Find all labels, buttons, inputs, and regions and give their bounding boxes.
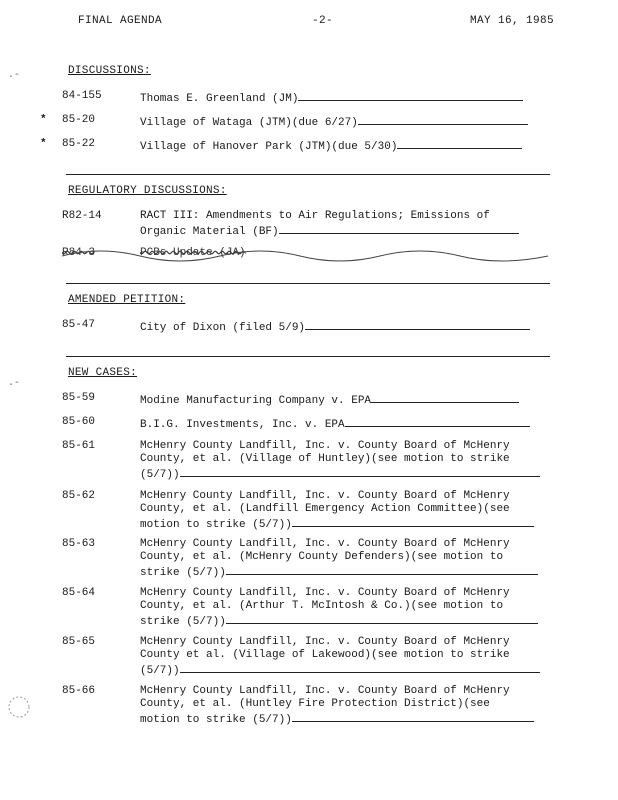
docket-number: 84-155 [62, 90, 102, 102]
section-heading-regulatory: REGULATORY DISCUSSIONS: [68, 185, 227, 197]
docket-title: B.I.G. Investments, Inc. v. EPA [140, 416, 530, 432]
docket-title: McHenry County Landfill, Inc. v. County Board of McHenry [140, 440, 510, 452]
docket-title: McHenry County Landfill, Inc. v. County Board of McHenry [140, 587, 510, 599]
docket-title: Village of Wataga (JTM)(due 6/27) [140, 114, 528, 130]
priority-star: * [40, 114, 47, 126]
docket-number: 85-60 [62, 416, 96, 428]
docket-title-cont: motion to strike (5/7)) [140, 516, 534, 532]
docket-number: 85-59 [62, 392, 96, 404]
docket-number: 85-61 [62, 440, 96, 452]
docket-title-cont: County, et al. (Landfill Emergency Action Committee)(see [140, 503, 510, 515]
docket-title: RACT III: Amendments to Air Regulations; Emissions of [140, 210, 490, 222]
docket-title-struck: PCBs Update (JA) [140, 247, 246, 259]
handwritten-strikethrough [60, 244, 550, 266]
priority-star: * [40, 138, 47, 150]
punch-hole-mark [6, 690, 32, 724]
docket-number: 85-22 [62, 138, 96, 150]
docket-number: 85-20 [62, 114, 96, 126]
docket-number-struck: R84-3 [62, 247, 96, 259]
docket-title-cont: (5/7)) [140, 466, 540, 482]
docket-title-cont: County et al. (Village of Lakewood)(see motion to strike [140, 649, 510, 661]
docket-number: 85-63 [62, 538, 96, 550]
section-heading-discussions: DISCUSSIONS: [68, 65, 151, 77]
docket-number: R82-14 [62, 210, 102, 222]
section-heading-new-cases: NEW CASES: [68, 367, 138, 379]
docket-number: 85-64 [62, 587, 96, 599]
margin-mark: .- [8, 378, 21, 389]
header-date: MAY 16, 1985 [470, 15, 555, 27]
header-left: FINAL AGENDA [78, 15, 163, 27]
docket-number: 85-65 [62, 636, 96, 648]
docket-title-cont: County, et al. (Village of Huntley)(see motion to strike [140, 453, 510, 465]
section-heading-amended: AMENDED PETITION: [68, 294, 186, 306]
docket-title: Modine Manufacturing Company v. EPA [140, 392, 519, 408]
separator-line [66, 174, 550, 175]
separator-line [66, 356, 550, 357]
docket-title-cont: County, et al. (McHenry County Defenders)(see motion to [140, 551, 504, 563]
docket-title-cont: Organic Material (BF) [140, 223, 519, 239]
docket-title-cont: County, et al. (Huntley Fire Protection District)(see [140, 698, 490, 710]
docket-title: Village of Hanover Park (JTM)(due 5/30) [140, 138, 522, 154]
docket-title-cont: strike (5/7)) [140, 613, 538, 629]
docket-number: 85-47 [62, 319, 96, 331]
docket-title-cont: (5/7)) [140, 662, 540, 678]
docket-title: McHenry County Landfill, Inc. v. County Board of McHenry [140, 636, 510, 648]
separator-line [66, 283, 550, 284]
margin-mark: .- [8, 70, 21, 81]
docket-title-cont: strike (5/7)) [140, 564, 538, 580]
docket-title-cont: motion to strike (5/7)) [140, 711, 534, 727]
docket-number: 85-66 [62, 685, 96, 697]
docket-number: 85-62 [62, 490, 96, 502]
page-number: -2- [312, 15, 334, 27]
docket-title: McHenry County Landfill, Inc. v. County Board of McHenry [140, 490, 510, 502]
docket-title: McHenry County Landfill, Inc. v. County Board of McHenry [140, 685, 510, 697]
docket-title: City of Dixon (filed 5/9) [140, 319, 530, 335]
docket-title: McHenry County Landfill, Inc. v. County Board of McHenry [140, 538, 510, 550]
docket-title: Thomas E. Greenland (JM) [140, 90, 523, 106]
docket-title-cont: County, et al. (Arthur T. McIntosh & Co.)(see motion to [140, 600, 504, 612]
